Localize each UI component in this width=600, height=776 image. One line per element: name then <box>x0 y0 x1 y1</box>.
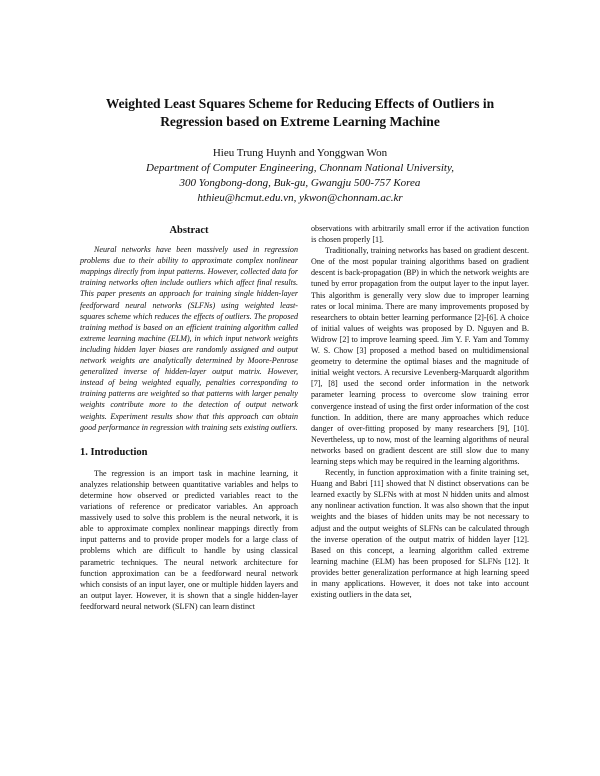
paper-title <box>60 95 540 131</box>
section-heading-introduction: 1. Introduction <box>80 446 148 458</box>
author-block <box>60 146 540 206</box>
abstract-body <box>80 244 298 433</box>
intro-paragraph-1: The regression is an import task in machine learning, it analyzes relationship between quantitative variables and helps to determine how observed or predicted variables react to the variations of reference or predicator variables. An approach massively used to solve this problem is the neural network, it is able to approximate complex nonlinear mappings directly from input patterns and to provide proper models for a large class of problems which are difficult to handle by using classical parametric techniques. The neural network architecture for function approximation can be a feedforward neural network which consists of an input layer, one or multiple hidden layers and an output layer. However, it is shown that a single hidden-layer feedforward neural network (SLFN) can learn distinct <box>80 468 298 611</box>
intro-paragraph-continued: observations with arbitrarily small error if the activation function is chosen properly [1]. <box>311 224 529 245</box>
author-emails: hthieu@hcmut.edu.vn, ykwon@chonnam.ac.kr <box>197 192 403 204</box>
abstract-text: Neural networks have been massively used in regression problems due to their ability to approximate complex nonlinear mappings directly from input patterns. However, collected data for training networks often include outliers which affect final results. This paper presents an approach for training single hidden-layer feedforward neural networks (SLFNs) using weighted least-squares scheme which reduces the effects of outliers. The proposed training method is based on an efficient training algorithm called extreme learning machine (ELM), in which input network weights including hidden layer biases are randomly assigned and output network weights are analytically determined by Moore-Penrose generalized inverse of hidden-layer output matrix. However, instead of being weighted equally, penalties corresponding to training patterns are weighted so that patterns with larger penalty weights contribute more to the detection of output network weights. Experiment results show that this approach can obtain good performance in regression with training sets existing outliers. <box>80 245 298 432</box>
intro-paragraph-2: Traditionally, training networks has based on gradient descent. One of the most popular training algorithms based on gradient descent is back-propagation (BP) in which the network weights are tuned by error propagation from the output layer to the input layer. This algorithm is generally very slow due to improper learning rates or local minima. There are many improvements proposed by researchers to obtain better learning performance [2]-[6]. A choice of initial values of weights was proposed by D. Nguyen and B. Widrow [2] to improve learning speed. Jim Y. F. Yam and Tommy W. S. Chow [3] proposed a method based on multidimensional geometry to determine the optimal biases and the magnitude of initial weight vectors. A recursive Levenberg-Marquardt algorithm [7], [8] used the second order information in the network parameter learning process to overcome slow training error convergence instead of using the first order information of the cost function. In addition, there are many approaches which reduce danger of over-fitting proposed by many researchers [9], [10]. Nevertheless, up to now, most of the learning algorithms of neural networks based on gradient descent are still slow due to many learning steps which may be required in the learning algorithms. <box>311 246 529 466</box>
affiliation-line-2: 300 Yongbong-dong, Buk-gu, Gwangju 500-757 Korea <box>179 177 421 189</box>
intro-paragraph-3: Recently, in function approximation with a finite training set, Huang and Babri [11] showed that N distinct observations can be learned exactly by SLFNs with at most N hidden units and almost any nonlinear activation function. It was also shown that the input weights and the biases of hidden units may be not necessary to adjust and the output weights of SLFNs can be calculated through the inverse operation of the output matrix of hidden layer [12]. Based on this concept, a learning algorithm called extreme learning machine (ELM) has been proposed for SLFNs [12]. It provides better generalization performance at high learning speed in many applications. However, it does not take into account existing outliers in the data set, <box>311 468 529 600</box>
abstract-heading: Abstract <box>169 225 209 236</box>
left-column <box>80 224 298 612</box>
title-line-2: Regression based on Extreme Learning Machine <box>160 114 440 129</box>
title-line-1: Weighted Least Squares Scheme for Reducing Effects of Outliers in <box>105 96 495 111</box>
author-names: Hieu Trung Huynh and Yonggwan Won <box>212 147 388 159</box>
right-column <box>311 223 529 600</box>
affiliation-line-1: Department of Computer Engineering, Chonnam National University, <box>146 162 454 174</box>
